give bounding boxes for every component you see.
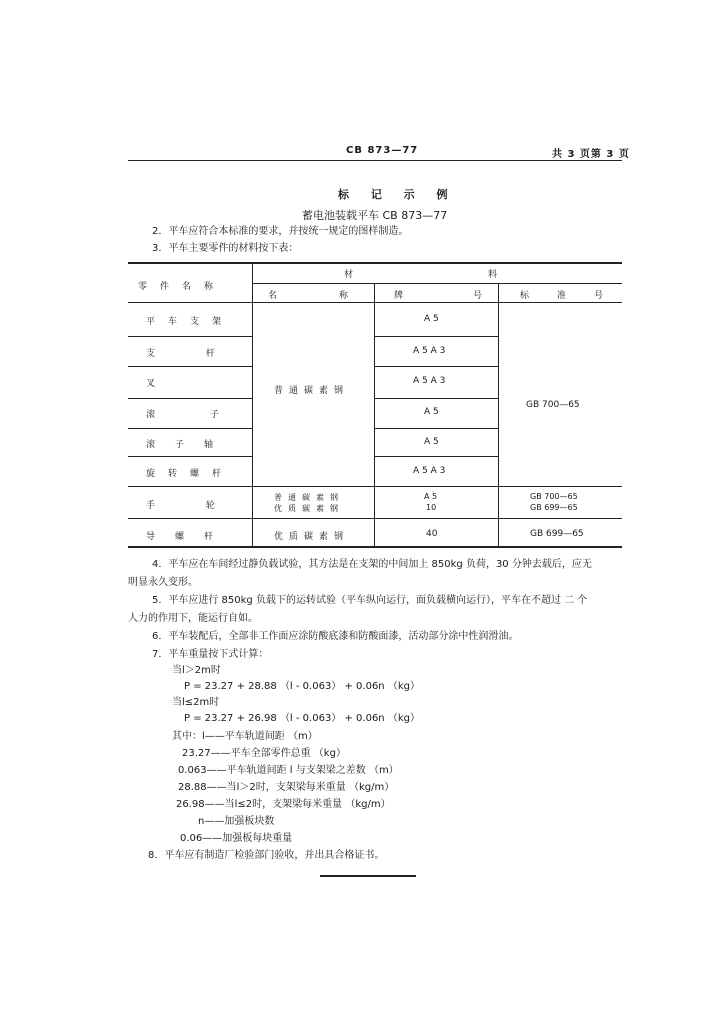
standard: GB 699—65 <box>530 503 578 512</box>
table-rule <box>128 366 252 367</box>
table-col-rule <box>498 283 499 548</box>
table-rule <box>128 302 622 303</box>
standard: GB 700—65 <box>530 492 578 501</box>
item-7: 7．平车重量按下式计算： <box>152 649 269 660</box>
table-top-rule <box>128 262 622 264</box>
page-info: 共 3 页第 3 页 <box>552 149 630 160</box>
materials-table <box>128 262 632 548</box>
material-grade: A 5 <box>424 407 439 417</box>
item-5-line-1: 5．平车应进行 850kg 负载下的运转试验（平车纵向运行，面负载横向运行），平车在不超过 二 个 <box>152 595 588 606</box>
item-6: 6．平车装配后，全部非工作面应涂防酸底漆和防酸面漆，活动部分涂中性润滑油。 <box>152 631 519 642</box>
material-grade: A 5 <box>424 314 439 324</box>
where-line: 23.27——平车全部零件总重 （kg） <box>182 748 346 759</box>
table-rule <box>128 486 622 487</box>
header-material-2: 料 <box>488 270 498 280</box>
table-col-rule <box>252 262 253 548</box>
end-rule <box>320 875 416 877</box>
marking-example: 蓄电池装载平车 CB 873—77 <box>302 209 448 222</box>
item-2: 2．平车应符合本标准的要求，并按统一规定的图样制造。 <box>152 226 409 237</box>
material-grade: 40 <box>426 529 438 539</box>
where-line: 28.88——当l＞2时，支架梁每米重量 （kg/m） <box>178 782 395 793</box>
item-5-line-2: 人力的作用下，能运行自如。 <box>128 613 258 624</box>
table-rule <box>374 336 498 337</box>
material-grade: 10 <box>426 503 437 512</box>
material-name-merged: 普通碳素钢 <box>274 386 350 396</box>
material-grade: A 5 A 3 <box>413 466 446 476</box>
where-line: n——加强板块数 <box>198 816 275 827</box>
where-line: 26.98——当l≤2时，支架梁每米重量 （kg/m） <box>176 799 391 810</box>
table-bottom-rule <box>128 546 622 548</box>
part-name: 支 杆 <box>146 349 239 359</box>
where-line: 0.063——平车轨道间距 l 与支架梁之差数 （m） <box>178 765 399 776</box>
formula: P = 23.27 + 28.88 （l - 0.063） + 0.06n （kg） <box>184 681 420 692</box>
table-rule <box>374 428 498 429</box>
material-name: 普通碳素钢 <box>274 493 344 502</box>
material-grade: A 5 A 3 <box>413 376 446 386</box>
header-material: 材 <box>344 270 354 280</box>
part-name: 滚子轴 <box>146 440 234 450</box>
part-name: 平车支架 <box>146 317 235 327</box>
table-rule <box>128 456 252 457</box>
where-line: 其中：l——平车轨道间距 （m） <box>172 731 318 742</box>
standard-merged: GB 700—65 <box>526 400 580 410</box>
standard: GB 699—65 <box>530 529 584 539</box>
part-name: 滚 子 <box>146 410 245 420</box>
table-rule <box>128 428 252 429</box>
header-part-name: 零件名称 <box>138 282 227 292</box>
item-3: 3．平车主要零件的材料按下表： <box>152 243 299 254</box>
header-name: 名称 <box>268 291 411 301</box>
material-grade: A 5 <box>424 492 438 501</box>
material-name: 优质碳素钢 <box>274 504 344 513</box>
section-title: 标 记 示 例 <box>338 188 457 201</box>
table-rule <box>374 398 498 399</box>
table-rule <box>252 283 622 284</box>
formula-condition: 当l＞2m时 <box>172 665 221 676</box>
part-name: 叉 <box>146 379 156 389</box>
item-8: 8．平车应有制造厂检验部门验收，并出具合格证书。 <box>148 850 385 861</box>
table-rule <box>374 366 498 367</box>
part-name: 手 轮 <box>146 501 239 511</box>
header-standard: 标准号 <box>520 291 632 301</box>
formula: P = 23.27 + 26.98 （l - 0.063） + 0.06n （kg） <box>184 713 420 724</box>
where-line: 0.06——加强板每块重量 <box>180 833 293 844</box>
table-col-rule <box>374 283 375 548</box>
part-name: 导螺杆 <box>146 532 234 542</box>
material-grade: A 5 A 3 <box>413 346 446 356</box>
standard-code: CB 873—77 <box>346 145 419 156</box>
item-4-line-1: 4．平车应在车间经过静负载试验，其方法是在支架的中间加上 850kg 负荷，30 分钟去载后，应无 <box>152 559 592 570</box>
part-name: 旋转螺杆 <box>146 469 235 479</box>
header-grade: 牌号 <box>394 291 553 301</box>
material-name: 优质碳素钢 <box>274 532 350 542</box>
table-rule <box>128 398 252 399</box>
formula-condition: 当l≤2m时 <box>172 697 220 708</box>
header-rule <box>128 160 622 161</box>
table-rule <box>128 518 622 519</box>
table-rule <box>128 336 252 337</box>
material-grade: A 5 <box>424 437 439 447</box>
table-rule <box>374 456 498 457</box>
item-4-line-2: 明显永久变形。 <box>128 577 198 588</box>
